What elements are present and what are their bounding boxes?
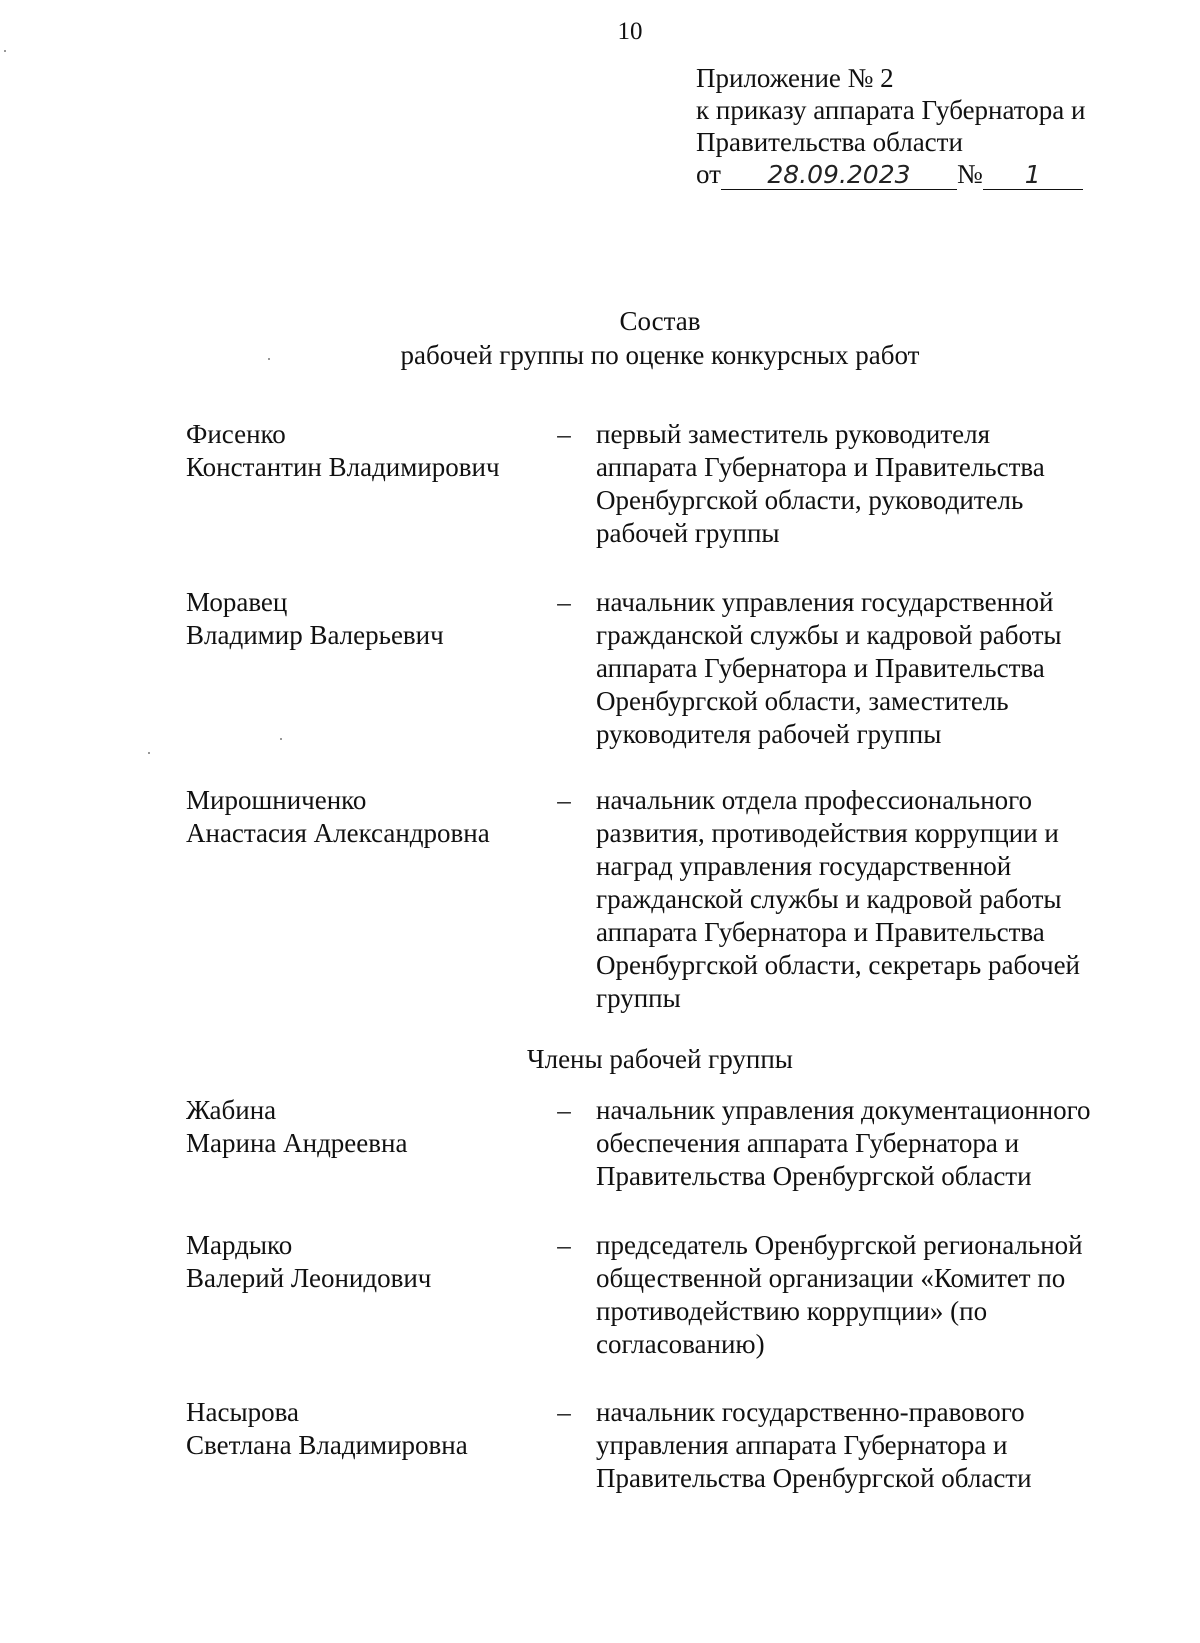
role-line: обеспечения аппарата Губернатора и	[596, 1128, 1020, 1158]
number-prefix: №	[956, 159, 983, 189]
member-surname: Жабина	[186, 1095, 277, 1125]
member-name	[186, 586, 546, 652]
role-line: начальник управления государственной	[596, 587, 1054, 617]
member-role	[596, 1094, 1156, 1193]
member-surname: Мардыко	[186, 1230, 293, 1260]
role-line: гражданской службы и кадровой работы	[596, 620, 1062, 650]
member-role	[596, 586, 1156, 751]
member-name	[186, 784, 546, 850]
handwritten-number: 1	[983, 161, 1083, 190]
annex-header	[696, 62, 1136, 190]
member-role	[596, 784, 1156, 1015]
role-line: Правительства Оренбургской области	[596, 1463, 1032, 1493]
role-line: гражданской службы и кадровой работы	[596, 884, 1062, 914]
dash-separator: –	[557, 587, 571, 617]
member-name	[186, 1396, 546, 1462]
member-given-name: Константин Владимирович	[186, 452, 500, 482]
member-role	[596, 1229, 1156, 1361]
role-line: начальник государственно-правового	[596, 1397, 1025, 1427]
annex-title: Приложение № 2	[696, 63, 894, 93]
scan-speck	[148, 752, 150, 754]
page-number: 10	[617, 18, 643, 45]
annex-date-number-line	[696, 158, 1136, 190]
role-line: аппарата Губернатора и Правительства	[596, 452, 1045, 482]
title-line-1: Состав	[619, 306, 701, 336]
role-line: Правительства Оренбургской области	[596, 1161, 1032, 1191]
annex-order-ref: к приказу аппарата Губернатора и	[696, 95, 1086, 125]
role-line: управления аппарата Губернатора и	[596, 1430, 1008, 1460]
member-name	[186, 1094, 546, 1160]
member-given-name: Анастасия Александровна	[186, 818, 490, 848]
scan-speck	[4, 50, 6, 52]
role-line: Оренбургской области, секретарь рабочей	[596, 950, 1081, 980]
member-given-name: Владимир Валерьевич	[186, 620, 444, 650]
role-line: развития, противодействия коррупции и	[596, 818, 1059, 848]
role-line: Оренбургской области, заместитель	[596, 686, 1009, 716]
member-role	[596, 418, 1156, 550]
scan-speck	[280, 738, 282, 740]
member-given-name: Марина Андреевна	[186, 1128, 408, 1158]
dash-separator: –	[557, 1095, 571, 1125]
member-name	[186, 418, 546, 484]
role-line: согласованию)	[596, 1329, 765, 1359]
member-role	[596, 1396, 1156, 1495]
handwritten-date: 28.09.2023	[721, 161, 957, 190]
role-line: аппарата Губернатора и Правительства	[596, 653, 1045, 683]
role-line: противодействию коррупции» (по	[596, 1296, 988, 1326]
member-given-name: Светлана Владимировна	[186, 1430, 468, 1460]
role-line: аппарата Губернатора и Правительства	[596, 917, 1045, 947]
member-name	[186, 1229, 546, 1295]
role-line: общественной организации «Комитет по	[596, 1263, 1066, 1293]
member-surname: Мирошниченко	[186, 785, 367, 815]
role-line: председатель Оренбургской региональной	[596, 1230, 1083, 1260]
role-line: группы	[596, 983, 681, 1013]
role-line: рабочей группы	[596, 518, 780, 548]
member-surname: Фисенко	[186, 419, 286, 449]
document-title	[0, 304, 1200, 372]
member-given-name: Валерий Леонидович	[186, 1263, 432, 1293]
dash-separator: –	[557, 419, 571, 449]
role-line: начальник отдела профессионального	[596, 785, 1033, 815]
role-line: руководителя рабочей группы	[596, 719, 942, 749]
annex-authority: Правительства области	[696, 127, 963, 157]
dash-separator: –	[557, 785, 571, 815]
dash-separator: –	[557, 1397, 571, 1427]
role-line: наград управления государственной	[596, 851, 1012, 881]
member-surname: Моравец	[186, 587, 288, 617]
title-line-2: рабочей группы по оценке конкурсных работ	[400, 340, 920, 370]
role-line: первый заместитель руководителя	[596, 419, 991, 449]
scan-speck	[268, 358, 270, 360]
role-line: Оренбургской области, руководитель	[596, 485, 1024, 515]
role-line: начальник управления документационного	[596, 1095, 1091, 1125]
date-prefix: от	[696, 159, 721, 189]
dash-separator: –	[557, 1230, 571, 1260]
members-heading: Члены рабочей группы	[527, 1044, 793, 1074]
member-surname: Насырова	[186, 1397, 299, 1427]
